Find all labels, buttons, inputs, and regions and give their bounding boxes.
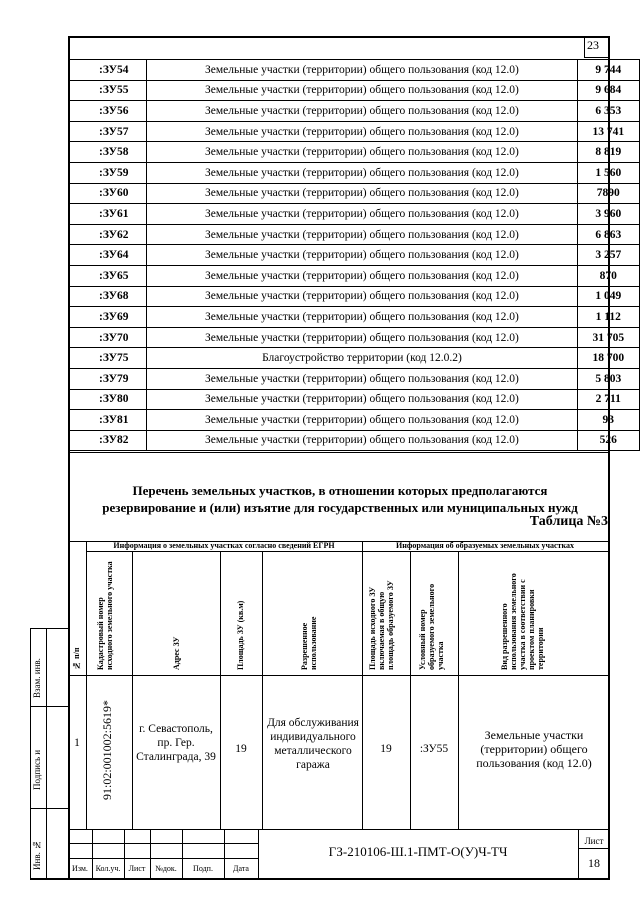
hdr-area: Площадь ЗУ (кв.м) [236,600,245,670]
cell-code: :ЗУ57 [69,121,147,142]
cell-code: :ЗУ69 [69,307,147,328]
cell-area: 2 711 [577,389,639,410]
table-row [69,183,640,204]
row-area: 19 [235,743,247,755]
cell-code: :ЗУ58 [69,142,147,163]
cell-code: :ЗУ65 [69,265,147,286]
cell-code: :ЗУ59 [69,162,147,183]
cell-code: :ЗУ55 [69,80,147,101]
row-cond-number: :ЗУ55 [419,743,449,755]
stamp-ndok: №док. [155,864,177,873]
row-permitted: Для обслуживания индивидуального металлического гаража [267,717,359,771]
cell-use: Земельные участки (территории) общего пользования (код 12.0) [147,430,577,451]
cell-code: :ЗУ82 [69,430,147,451]
cell-area: 13 741 [577,121,639,142]
cell-code: :ЗУ54 [69,60,147,81]
page-number-top: 23 [587,38,599,52]
cell-use: Земельные участки (территории) общего пользования (код 12.0) [147,245,577,266]
table-row [69,101,640,122]
cell-area: 1 560 [577,162,639,183]
side-label-podpis: Подпись и [32,749,42,790]
table-row [69,348,640,369]
cell-code: :ЗУ81 [69,410,147,431]
cell-area: 7890 [577,183,639,204]
group-header-new: Информация об образуемых земельных участках [396,541,574,550]
stamp-izm: Изм. [72,864,88,873]
cell-use: Земельные участки (территории) общего пользования (код 12.0) [147,389,577,410]
cell-area: 1 112 [577,307,639,328]
hdr-cadastral: Кадастровый номер исходного земельного участка [96,561,114,670]
table-row [69,307,640,328]
cell-use: Земельные участки (территории) общего пользования (код 12.0) [147,327,577,348]
cell-code: :ЗУ70 [69,327,147,348]
hdr-address: Адрес ЗУ [172,636,181,670]
cell-area: 18 700 [577,348,639,369]
cell-area: 9 744 [577,60,639,81]
cell-code: :ЗУ56 [69,101,147,122]
table-row [69,60,640,81]
table-row [69,265,640,286]
cell-use: Земельные участки (территории) общего пользования (код 12.0) [147,204,577,225]
row-cadastral: 91:02:001002:5619* [100,700,114,801]
document-code: ГЗ-210106-Ш.1-ПМТ-О(У)Ч-ТЧ [328,844,508,859]
cell-use: Земельные участки (территории) общего пользования (код 12.0) [147,162,577,183]
cell-code: :ЗУ62 [69,224,147,245]
table-row [69,389,640,410]
table-row [69,142,640,163]
cell-area: 5 803 [577,368,639,389]
cell-code: :ЗУ60 [69,183,147,204]
hdr-cond-number: Условный номер образуемого земельного участка [418,583,445,670]
sheet-label: Лист [584,836,604,846]
cell-code: :ЗУ68 [69,286,147,307]
row-no: 1 [74,737,80,749]
cell-area: 870 [577,265,639,286]
cell-use: Земельные участки (территории) общего пользования (код 12.0) [147,224,577,245]
group-header-egrn: Информация о земельных участках согласно сведений ЕГРН [113,541,335,550]
cell-area: 6 353 [577,101,639,122]
cell-area: 8 819 [577,142,639,163]
table-number: Таблица №3 [529,514,608,529]
frame-bottom [30,878,610,880]
cell-use: Земельные участки (территории) общего пользования (код 12.0) [147,101,577,122]
cell-area: 31 705 [577,327,639,348]
cell-area: 6 863 [577,224,639,245]
row-area-incl: 19 [380,743,392,755]
cell-use: Земельные участки (территории) общего пользования (код 12.0) [147,142,577,163]
table-row [69,204,640,225]
cell-use: Благоустройство территории (код 12.0.2) [147,348,577,369]
cell-use: Земельные участки (территории) общего пользования (код 12.0) [147,368,577,389]
cell-code: :ЗУ64 [69,245,147,266]
stamp-podp: Подп. [193,864,213,873]
hdr-kind: Вид разрешенного использования земельного участка в соответствии с проектом планировки территории [500,573,545,670]
side-label-inv: Инв. № [32,839,42,870]
cell-area: 3 960 [577,204,639,225]
cell-code: :ЗУ80 [69,389,147,410]
cell-use: Земельные участки (территории) общего пользования (код 12.0) [147,121,577,142]
side-label-vzam: Взам. инв. [32,658,42,698]
cell-code: :ЗУ61 [69,204,147,225]
cell-use: Земельные участки (территории) общего пользования (код 12.0) [147,60,577,81]
stamp-data: Дата [233,864,249,873]
hdr-no: № п/п [72,647,81,670]
stamp-list: Лист [128,864,146,873]
cell-area: 3 257 [577,245,639,266]
land-table [68,59,640,451]
stamp-kol: Кол.уч. [95,864,121,873]
table-row [69,410,640,431]
cell-use: Земельные участки (территории) общего пользования (код 12.0) [147,410,577,431]
table-row [69,327,640,348]
cell-use: Земельные участки (территории) общего пользования (код 12.0) [147,80,577,101]
table-row [69,80,640,101]
section-title-1: Перечень земельных участков, в отношении которых предполагаются [132,483,548,498]
section-title-2: резервирование и (или) изъятие для государственных или муниципальных нужд [102,500,578,515]
hdr-area-incl: Площадь исходного ЗУ включаемая в общую площадь образуемого ЗУ [368,580,395,670]
cell-area: 526 [577,430,639,451]
cell-use: Земельные участки (территории) общего пользования (код 12.0) [147,307,577,328]
cell-code: :ЗУ79 [69,368,147,389]
cell-use: Земельные участки (территории) общего пользования (код 12.0) [147,286,577,307]
cell-area: 9 684 [577,80,639,101]
cell-use: Земельные участки (территории) общего пользования (код 12.0) [147,183,577,204]
table-row [69,368,640,389]
table-row [69,162,640,183]
table-row [69,245,640,266]
table-row [69,121,640,142]
row-address: г. Севастополь, пр. Гер. Сталинграда, 39 [136,723,216,763]
hdr-permitted: Разрешенное использование [300,616,318,670]
cell-code: :ЗУ75 [69,348,147,369]
frame-top [68,36,610,38]
table-row [69,430,640,451]
cell-use: Земельные участки (территории) общего пользования (код 12.0) [147,265,577,286]
row-kind: Земельные участки (территории) общего пользования (код 12.0) [476,728,592,770]
sheet-number: 18 [588,856,600,870]
cell-area: 93 [577,410,639,431]
cell-area: 1 049 [577,286,639,307]
table-row [69,224,640,245]
table-row [69,286,640,307]
